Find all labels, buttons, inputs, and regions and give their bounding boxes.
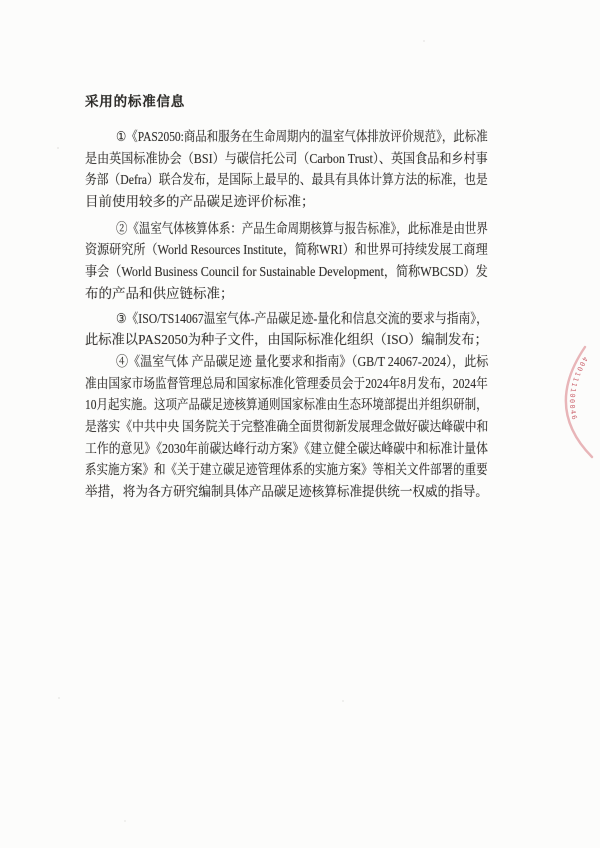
- paragraph: [85, 126, 488, 213]
- text-line: 系实施方案》和《关于建立碳足迹管理体系的实施方案》等相关文件部署的重要: [85, 462, 488, 478]
- paragraph: [85, 308, 488, 351]
- text-line: ③《ISO/TS14067温室气体-产品碳足迹-量化和信息交流的要求与指南》，: [116, 310, 488, 326]
- paragraph-list: [85, 126, 488, 503]
- text-line: 工作的意见》《2030年前碳达峰行动方案》《建立健全碳达峰碳中和标准计量体: [85, 440, 488, 456]
- text-line: ④《温室气体 产品碳足迹 量化要求和指南》（GB/T 24067-2024），此标: [116, 353, 489, 369]
- text-line: 是落实《中共中央 国务院关于完整准确全面贯彻新发展理念做好碳达峰碳中和: [85, 418, 489, 434]
- document-title: 采用的标准信息: [85, 94, 186, 109]
- text-line: 布的产品和供应链标准；: [85, 285, 234, 301]
- partial-red-seal-stamp: [544, 330, 600, 470]
- text-line: 举措，将为各方研究编制具体产品碳足迹核算标准提供统一权威的指导。: [85, 484, 488, 499]
- text-line: 目前使用较多的产品碳足迹评价标准；: [85, 194, 315, 210]
- text-line: ②《温室气体核算体系：产品生命周期核算与报告标准》，此标准是由世界: [116, 220, 488, 236]
- text-line: 是由英国标准协会（BSI）与碳信托公司（Carbon Trust）、英国食品和乡村事: [85, 150, 488, 166]
- paragraph: [85, 218, 488, 305]
- scan-noise: [0, 0, 2, 2]
- text-line: 资源研究所（World Resources Institute，简称WRI）和世界可持续发展工商理: [85, 242, 488, 258]
- text-line: 此标准以PAS2050为种子文件，由国际标准化组织（ISO）编制发布；: [85, 332, 488, 348]
- stamp-digits: 400111100046: [567, 355, 590, 422]
- paragraph: [85, 351, 488, 503]
- stamp-rim-arc: [566, 347, 592, 457]
- text-line: 务部（Defra）联合发布，是国际上最早的、最具有具体计算方法的标准，也是: [85, 172, 488, 188]
- text-line: 事会（World Business Council for Sustainable Development，简称WBCSD）发: [85, 264, 488, 280]
- text-line: 准由国家市场监督管理总局和国家标准化管理委员会于2024年8月发布，2024年: [85, 375, 488, 391]
- text-line: 10月起实施。这项产品碳足迹核算通则国家标准由生态环境部提出并组织研制，: [85, 397, 488, 413]
- text-line: ①《PAS2050:商品和服务在生命周期内的温室气体排放评价规范》，此标准: [116, 129, 488, 144]
